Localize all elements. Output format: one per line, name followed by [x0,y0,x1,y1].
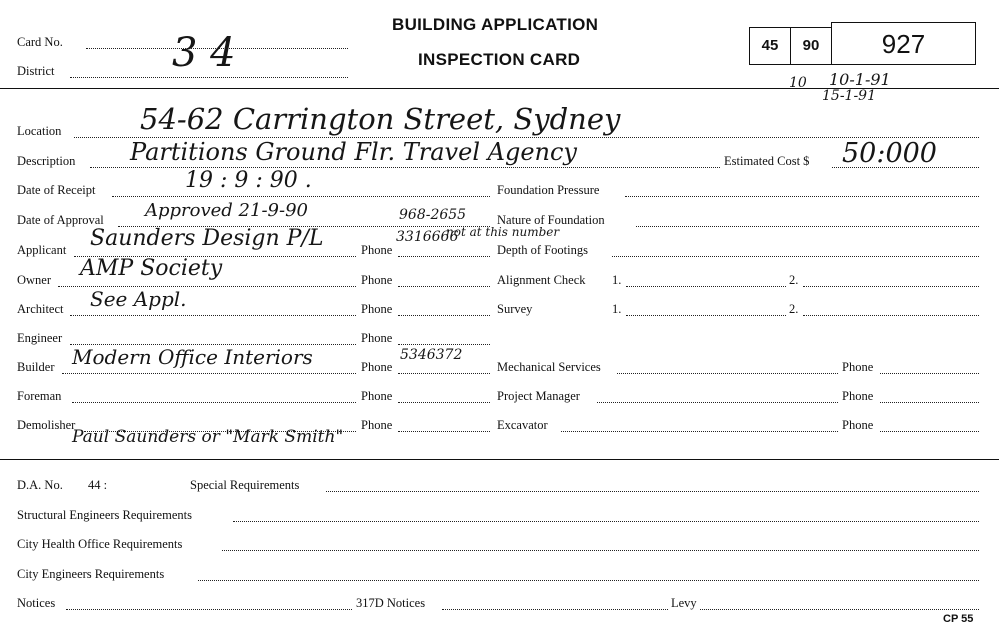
builder-label: Builder [17,360,55,374]
district-label: District [17,64,55,78]
builder-value: Modern Office Interiors [72,345,313,369]
lower-divider [0,459,999,460]
architect-line [70,315,356,316]
mechanical-services-label: Mechanical Services [497,360,601,374]
excavator-phone-label: Phone [842,418,874,432]
project-manager-phone-line [880,402,979,403]
estimated-cost-label: Estimated Cost $ [724,154,810,168]
owner-value: AMP Society [80,256,223,281]
architect-label: Architect [17,302,64,316]
applicant-phone-value: 3316666 [396,229,459,245]
engineer-label: Engineer [17,331,63,345]
date-receipt-value: 19 : 9 : 90 . [185,168,312,193]
excavator-label: Excavator [497,418,548,432]
depth-footings-line [612,256,979,257]
code-box-1: 45 [749,27,791,65]
special-requirements-label: Special Requirements [190,478,300,492]
alignment-check-2: 2. [789,273,799,287]
applicant-value: Saunders Design P/L [90,226,324,251]
survey-1-line [626,315,786,316]
special-requirements-line [326,491,979,492]
architect-phone-label: Phone [361,302,393,316]
builder-phone-line [398,373,490,374]
survey-2-line [803,315,979,316]
city-engineers-line [198,580,979,581]
mechanical-phone-label: Phone [842,360,874,374]
date-note-1: 10-1-91 [829,70,891,89]
alignment-check-label: Alignment Check [497,273,586,287]
city-health-line [222,550,979,551]
nature-foundation-line [636,226,979,227]
levy-line [700,609,979,610]
architect-value: See Appl. [90,287,187,311]
applicant-phone-note: not at this number [446,225,560,239]
demolisher-note: Paul Saunders or "Mark Smith" [72,427,344,447]
date-approval-value: Approved 21-9-90 [145,200,308,221]
location-value: 54-62 Carrington Street, Sydney [140,102,621,136]
notices-line [66,609,352,610]
foundation-pressure-label: Foundation Pressure [497,183,600,197]
architect-phone-line [398,315,490,316]
owner-phone-label: Phone [361,273,393,287]
builder-line [62,373,356,374]
card-no-label: Card No. [17,35,63,49]
project-manager-phone-label: Phone [842,389,874,403]
demolisher-phone-label: Phone [361,418,393,432]
notices-317d-label: 317D Notices [356,596,426,610]
structural-label: Structural Engineers Requirements [17,508,192,522]
structural-line [233,521,979,522]
owner-phone-line [398,286,490,287]
applicant-phone-label: Phone [361,243,393,257]
date-note-2: 15-1-91 [822,88,876,104]
engineer-phone-line [398,344,490,345]
alignment-check-1-line [626,286,786,287]
foundation-pressure-line [625,196,979,197]
levy-label: Levy [671,596,697,610]
da-no-value: 44 : [88,478,108,492]
builder-phone-value: 5346372 [400,347,463,363]
owner-label: Owner [17,273,52,287]
description-value: Partitions Ground Flr. Travel Agency [130,138,577,166]
applicant-label: Applicant [17,243,67,257]
mechanical-phone-line [880,373,979,374]
demolisher-phone-line [398,431,490,432]
date-receipt-line [112,196,490,197]
excavator-phone-line [880,431,979,432]
project-manager-line [597,402,838,403]
form-title-line2: INSPECTION CARD [418,50,581,69]
alignment-check-2-line [803,286,979,287]
foreman-label: Foreman [17,389,62,403]
survey-2: 2. [789,302,799,316]
code-box-2: 90 [790,27,832,65]
card-number-box: 927 [831,22,976,65]
nature-foundation-label: Nature of Foundation [497,213,605,227]
mechanical-services-line [617,373,838,374]
foreman-line [72,402,356,403]
builder-phone-label: Phone [361,360,393,374]
header-divider [0,88,999,89]
demolisher-label: Demolisher [17,418,76,432]
applicant-phone-line [398,256,490,257]
date-receipt-label: Date of Receipt [17,183,96,197]
date-approval-label: Date of Approval [17,213,104,227]
project-manager-label: Project Manager [497,389,580,403]
date-note-prefix: 10 [789,75,807,91]
da-no-label: D.A. No. [17,478,63,492]
foreman-phone-label: Phone [361,389,393,403]
alignment-check-1: 1. [612,273,622,287]
approval-ref-value: 968-2655 [399,207,467,223]
city-health-label: City Health Office Requirements [17,537,183,551]
depth-footings-label: Depth of Footings [497,243,588,257]
estimated-cost-value: 50:000 [842,138,937,169]
survey-label: Survey [497,302,533,316]
card-district-handwritten: 3 4 [172,30,236,76]
notices-label: Notices [17,596,56,610]
location-label: Location [17,124,62,138]
excavator-line [561,431,838,432]
description-label: Description [17,154,76,168]
form-title-line1: BUILDING APPLICATION [392,15,599,34]
form-code: CP 55 [943,613,974,625]
foreman-phone-line [398,402,490,403]
notices-317d-line [442,609,668,610]
engineer-phone-label: Phone [361,331,393,345]
district-line [70,77,348,78]
city-engineers-label: City Engineers Requirements [17,567,165,581]
survey-1: 1. [612,302,622,316]
